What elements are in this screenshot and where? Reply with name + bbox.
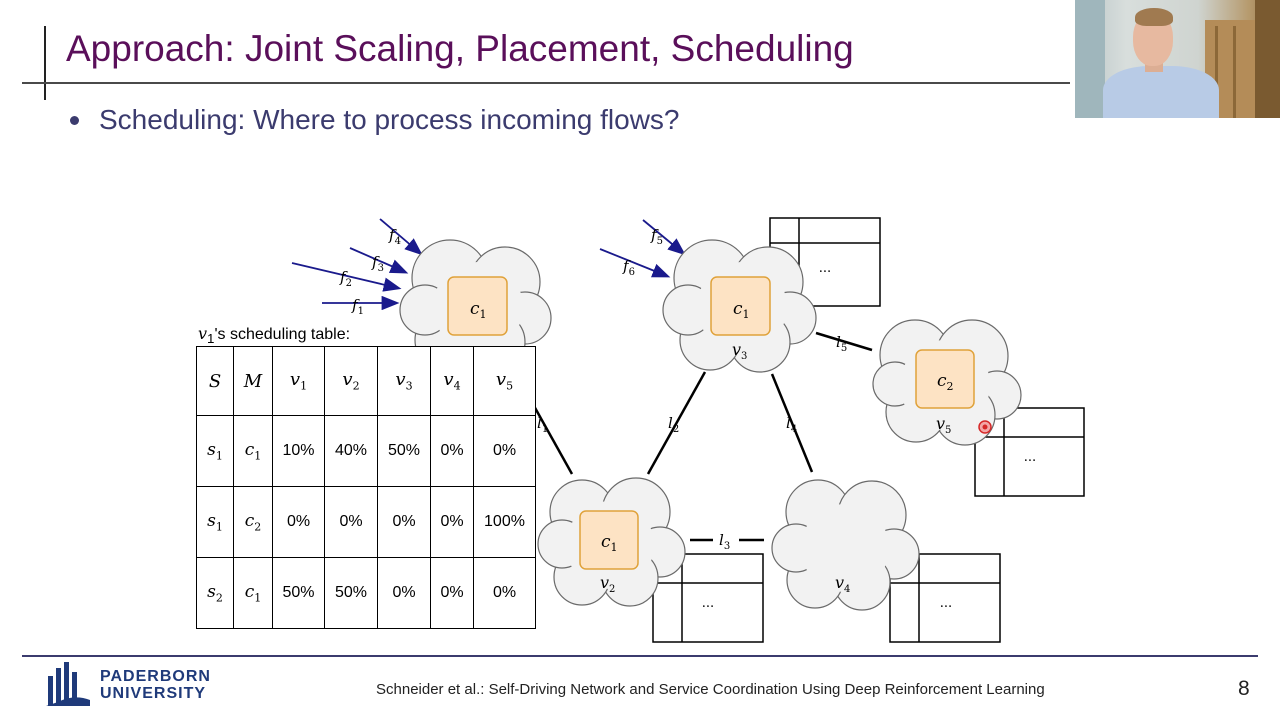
scheduling-table xyxy=(196,346,536,629)
table-caption-node: v xyxy=(198,324,208,343)
table-caption-node-sub: 1 xyxy=(207,331,215,347)
link-l2 xyxy=(648,372,705,474)
svg-text:c1: $c_1$ xyxy=(733,299,750,321)
table-row xyxy=(197,487,536,558)
component-v2 xyxy=(580,511,638,569)
slide-title: Approach: Joint Scaling, Placement, Scheduling xyxy=(66,28,854,69)
university-logo xyxy=(44,662,211,708)
cell-value: 0% xyxy=(474,416,536,487)
logo-line-2: UNIVERSITY xyxy=(100,685,207,702)
logo-line-1: PADERBORN xyxy=(100,668,211,685)
table-row xyxy=(197,558,536,629)
node-label-v5: $v_5$ xyxy=(936,414,952,436)
cell-component: $c_1$ xyxy=(234,558,273,629)
footer-divider xyxy=(22,655,1258,657)
svg-text:c1: $c_1$ xyxy=(470,299,487,321)
node-label-v2: $v_2$ xyxy=(600,573,616,595)
header-v5: $v_5$ xyxy=(474,347,536,416)
cell-value: 50% xyxy=(378,416,431,487)
flow-label-f5: $f_5$ xyxy=(651,226,663,247)
header-v3: $v_3$ xyxy=(378,347,431,416)
cell-value: 0% xyxy=(431,416,474,487)
link-label-l2: $l_2$ xyxy=(668,414,680,435)
flow-label-f3: $f_3$ xyxy=(372,253,384,274)
table-ellipsis: ... xyxy=(701,596,715,611)
cell-value: 10% xyxy=(273,416,325,487)
university-logo-icon xyxy=(44,662,92,708)
header-v4: $v_4$ xyxy=(431,347,474,416)
svg-text:c2: $c_2$ xyxy=(937,371,954,393)
cell-value: 0% xyxy=(273,487,325,558)
component-v1 xyxy=(448,277,507,335)
table-caption-text: 's scheduling table: xyxy=(214,326,351,343)
cell-service: $s_1$ xyxy=(197,416,234,487)
header-M: M xyxy=(234,347,273,416)
component-v5 xyxy=(916,350,974,408)
footer-citation: Schneider et al.: Self-Driving Network and Service Coordination Using Deep Reinforcement Learning xyxy=(376,681,1045,698)
header-S: S xyxy=(197,347,234,416)
cell-value: 50% xyxy=(273,558,325,629)
link-label-l1: $l_1$ xyxy=(537,414,549,435)
header-v1: $v_1$ xyxy=(273,347,325,416)
flow-label-f1: $f_1$ xyxy=(352,296,364,317)
laser-pointer-icon xyxy=(979,421,991,433)
node-label-v3: $v_3$ xyxy=(732,340,748,362)
link-l4 xyxy=(772,374,812,472)
table-ellipsis: ... xyxy=(939,596,953,611)
table-header-row xyxy=(197,347,536,416)
link-label-l3: $l_3$ xyxy=(719,531,731,552)
cell-value: 0% xyxy=(431,487,474,558)
table-row xyxy=(197,416,536,487)
flow-label-f6: $f_6$ xyxy=(623,257,635,278)
node-label-v4: $v_4$ xyxy=(835,573,851,595)
table-ellipsis: ... xyxy=(1023,450,1037,465)
flow-arrow-f5 xyxy=(643,220,683,253)
cell-value: 0% xyxy=(378,487,431,558)
table-caption xyxy=(198,324,350,346)
flow-label-f4: $f_4$ xyxy=(389,226,401,247)
cell-service: $s_1$ xyxy=(197,487,234,558)
link-label-l4: $l_4$ xyxy=(786,414,798,435)
cell-service: $s_2$ xyxy=(197,558,234,629)
cell-value: 50% xyxy=(325,558,378,629)
bullet-text: Scheduling: Where to process incoming flows? xyxy=(99,104,680,135)
flow-label-f2: $f_2$ xyxy=(340,268,352,289)
cell-component: $c_1$ xyxy=(234,416,273,487)
cell-value: 0% xyxy=(431,558,474,629)
component-v3 xyxy=(711,277,770,335)
page-number: 8 xyxy=(1238,677,1250,700)
cell-value: 0% xyxy=(378,558,431,629)
link-label-l5: $l_5$ xyxy=(836,333,848,354)
cell-value: 0% xyxy=(325,487,378,558)
cell-value: 100% xyxy=(474,487,536,558)
header-v2: $v_2$ xyxy=(325,347,378,416)
cell-component: $c_2$ xyxy=(234,487,273,558)
cell-value: 40% xyxy=(325,416,378,487)
cell-value: 0% xyxy=(474,558,536,629)
svg-text:c1: $c_1$ xyxy=(601,532,618,554)
table-ellipsis: ... xyxy=(818,261,832,276)
